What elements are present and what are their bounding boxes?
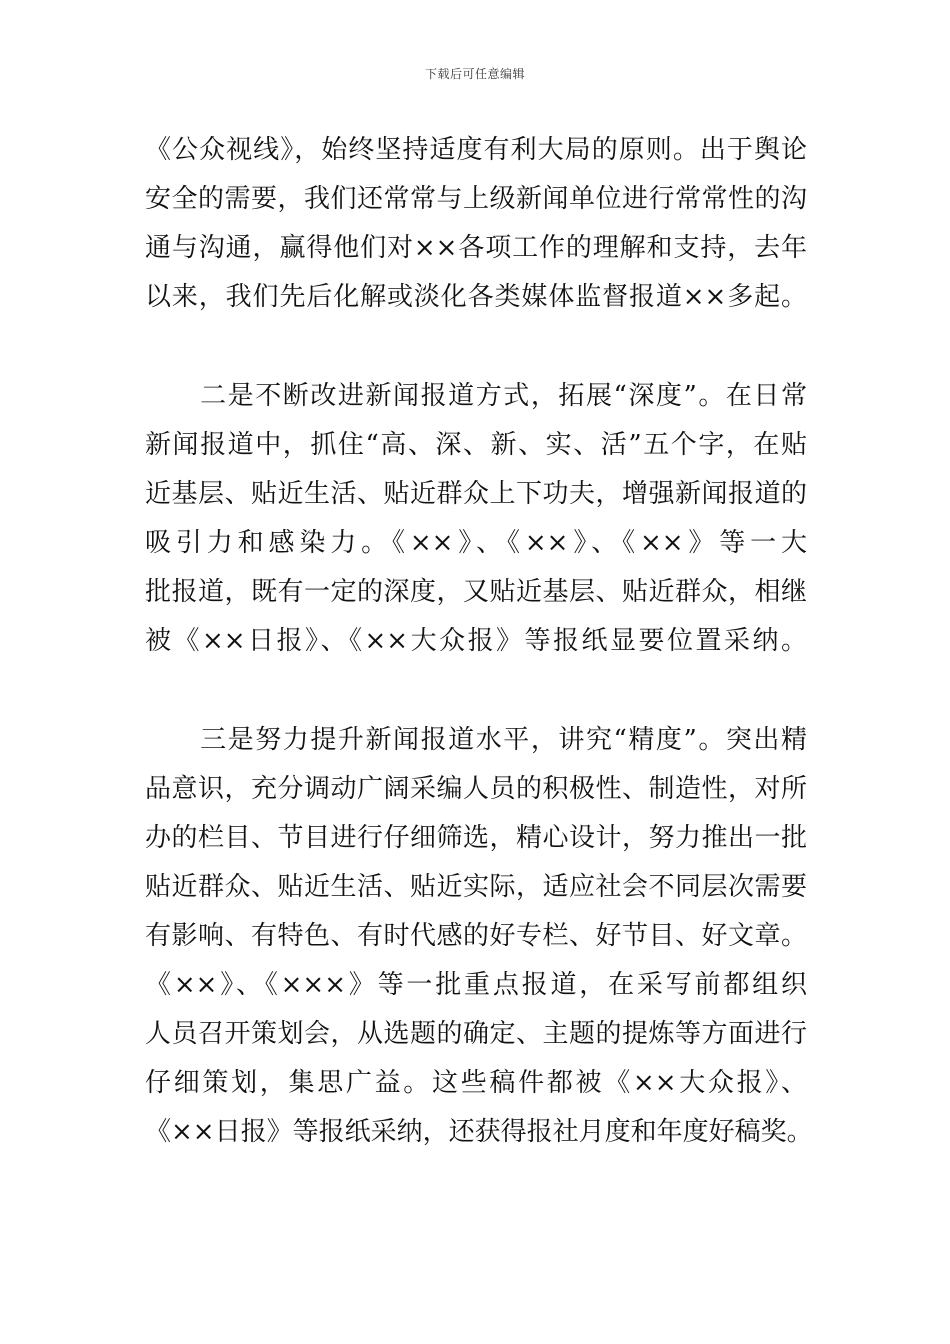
text-line: 吸引力和感染力。《××》、《××》、《××》等一大 (145, 528, 807, 558)
text-line: 《××》、《×××》等一批重点报道，在采写前都组织 (145, 970, 807, 1000)
text-line: 通与沟通，赢得他们对××各项工作的理解和支持，去年 (145, 233, 807, 263)
paragraph-spacer (145, 322, 807, 372)
text-line: 《公众视线》，始终坚持适度有利大局的原则。出于舆论 (145, 135, 807, 165)
text-line: 有影响、有特色、有时代感的好专栏、好节目、好文章。 (145, 921, 807, 951)
text-line: 品意识，充分调动广阔采编人员的积极性、制造性，对所 (145, 774, 807, 804)
text-line: 《××日报》等报纸采纳，还获得报社月度和年度好稿奖。 (145, 1117, 813, 1147)
text-line: 贴近群众、贴近生活、贴近实际，适应社会不同层次需要 (145, 872, 807, 902)
text-line: 近基层、贴近生活、贴近群众上下功夫，增强新闻报道的 (145, 479, 807, 509)
text-line: 安全的需要，我们还常常与上级新闻单位进行常常性的沟 (145, 184, 807, 214)
document-body (145, 126, 813, 1157)
text-line: 三是努力提升新闻报道水平，讲究“精度”。突出精 (145, 725, 807, 755)
text-line: 办的栏目、节目进行仔细筛选，精心设计，努力推出一批 (145, 823, 807, 853)
paragraph (145, 716, 813, 1157)
text-line: 二是不断改进新闻报道方式，拓展“深度”。在日常 (145, 381, 807, 411)
text-line: 新闻报道中，抓住“高、深、新、实、活”五个字，在贴 (145, 430, 807, 460)
paragraph (145, 126, 807, 322)
text-line: 仔细策划，集思广益。这些稿件都被《××大众报》、 (145, 1068, 807, 1098)
paragraph (145, 372, 807, 666)
text-line: 批报道，既有一定的深度，又贴近基层、贴近群众，相继 (145, 577, 807, 607)
text-line: 以来，我们先后化解或淡化各类媒体监督报道××多起。 (145, 282, 807, 312)
paragraph-spacer (145, 666, 807, 716)
text-line: 人员召开策划会，从选题的确定、主题的提炼等方面进行 (145, 1019, 807, 1049)
page-header: 下载后可任意编辑 (424, 67, 525, 81)
text-line: 被《××日报》、《××大众报》等报纸显要位置采纳。 (145, 626, 807, 656)
